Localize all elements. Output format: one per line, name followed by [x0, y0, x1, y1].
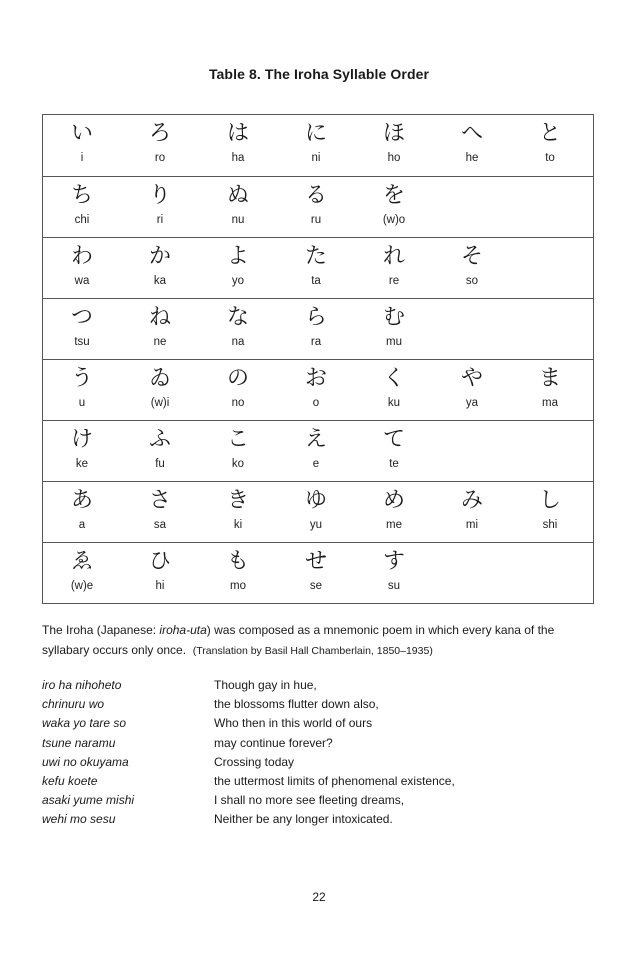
romaji-label: (w)i	[150, 397, 170, 409]
table-row	[43, 237, 593, 298]
note-italic-term: iroha-uta	[159, 623, 207, 637]
syllable-cell	[43, 238, 121, 298]
poem-romanized: uwi no okuyama	[42, 754, 129, 769]
syllable-cell	[511, 299, 589, 359]
romaji-label: ka	[153, 275, 167, 287]
kana-glyph: そ	[460, 244, 483, 269]
romaji-label: o	[312, 397, 320, 409]
poem-line	[42, 676, 598, 695]
syllable-cell	[121, 360, 199, 420]
poem-romanized: tsune naramu	[42, 735, 116, 750]
table-row	[43, 359, 593, 420]
syllable-cell	[277, 543, 355, 603]
syllable-cell	[199, 299, 277, 359]
table-row	[43, 420, 593, 481]
kana-glyph: す	[382, 549, 405, 574]
page-number: 22	[312, 890, 326, 904]
romaji-label: se	[309, 580, 323, 592]
romaji-label: yu	[309, 519, 323, 531]
kana-glyph: ま	[538, 366, 561, 391]
syllable-cell	[277, 115, 355, 176]
kana-glyph: う	[70, 366, 93, 391]
table-row	[43, 115, 593, 176]
syllable-cell	[355, 238, 433, 298]
romaji-label: ta	[311, 275, 321, 287]
syllable-cell	[277, 482, 355, 542]
kana-glyph: の	[226, 366, 249, 391]
syllable-cell	[121, 482, 199, 542]
poem-romanized: iro ha nihoheto	[42, 678, 122, 692]
syllable-cell	[433, 299, 511, 359]
syllable-cell	[199, 482, 277, 542]
syllable-cell	[355, 421, 433, 481]
syllable-cell	[433, 177, 511, 237]
translation-credit: (Translation by Basil Hall Chamberlain, 1850–1935)	[192, 645, 433, 657]
syllable-cell	[355, 299, 433, 359]
poem-line	[42, 695, 598, 714]
kana-glyph: き	[226, 488, 249, 513]
syllable-cell	[199, 115, 277, 176]
kana-glyph: ほ	[382, 121, 405, 146]
kana-glyph: れ	[382, 244, 405, 269]
romaji-label: to	[545, 152, 555, 164]
romaji-label: e	[312, 458, 320, 470]
syllable-cell	[511, 421, 589, 481]
kana-glyph: え	[304, 427, 327, 452]
romaji-label: sa	[153, 519, 167, 531]
romaji-label: su	[387, 580, 401, 592]
table-row	[43, 176, 593, 237]
romaji-label: chi	[74, 214, 90, 226]
syllable-cell	[277, 177, 355, 237]
romaji-label: shi	[542, 519, 558, 531]
kana-glyph: ね	[148, 305, 171, 330]
poem-romanized: waka yo tare so	[42, 716, 127, 731]
poem-translation: Neither be any longer intoxicated.	[214, 812, 393, 827]
kana-glyph: い	[70, 121, 93, 146]
romaji-label: so	[465, 275, 479, 287]
syllable-cell	[355, 115, 433, 176]
syllable-cell	[511, 177, 589, 237]
syllable-cell	[511, 543, 589, 603]
syllable-cell	[43, 360, 121, 420]
kana-glyph: と	[538, 121, 561, 146]
poem-romanized: kefu koete	[42, 773, 98, 788]
kana-glyph: る	[304, 183, 327, 208]
syllable-cell	[355, 482, 433, 542]
romaji-label: ke	[75, 458, 89, 470]
kana-glyph: に	[304, 121, 327, 146]
kana-glyph: め	[382, 488, 405, 513]
kana-glyph: ゐ	[148, 366, 171, 391]
kana-glyph: も	[226, 549, 249, 574]
intro-paragraph	[42, 620, 598, 661]
syllable-cell	[43, 177, 121, 237]
poem-line	[42, 791, 598, 810]
romaji-label: ko	[231, 458, 245, 470]
syllable-cell	[199, 543, 277, 603]
syllable-cell	[277, 238, 355, 298]
kana-glyph: お	[304, 366, 327, 391]
kana-glyph: み	[460, 488, 483, 513]
poem-line	[42, 714, 598, 733]
syllable-cell	[511, 360, 589, 420]
kana-glyph: く	[382, 366, 405, 391]
kana-glyph: つ	[70, 305, 93, 330]
syllable-cell	[433, 421, 511, 481]
kana-glyph: ぬ	[226, 183, 249, 208]
syllable-cell	[199, 238, 277, 298]
syllable-cell	[43, 482, 121, 542]
syllable-cell	[277, 360, 355, 420]
kana-glyph: け	[70, 427, 93, 452]
romaji-label: ho	[387, 152, 401, 164]
syllable-cell	[511, 238, 589, 298]
romaji-label: ya	[465, 397, 479, 409]
syllable-cell	[511, 482, 589, 542]
kana-glyph: し	[538, 488, 561, 513]
romaji-label: (w)e	[70, 580, 94, 592]
kana-glyph: へ	[460, 121, 483, 146]
romaji-label: hi	[155, 580, 165, 592]
romaji-label: ha	[231, 152, 245, 164]
kana-glyph: ひ	[148, 549, 171, 574]
romaji-label: he	[465, 152, 479, 164]
kana-glyph: ち	[70, 183, 93, 208]
romaji-label: a	[78, 519, 86, 531]
romaji-label: fu	[155, 458, 165, 470]
syllable-cell	[43, 421, 121, 481]
romaji-label: i	[80, 152, 84, 164]
syllable-cell	[433, 238, 511, 298]
kana-glyph: せ	[304, 549, 327, 574]
romaji-label: nu	[231, 214, 245, 226]
romaji-label: ri	[156, 214, 164, 226]
syllable-cell	[277, 299, 355, 359]
syllable-cell	[355, 543, 433, 603]
syllable-cell	[355, 177, 433, 237]
romaji-label: mi	[465, 519, 479, 531]
kana-glyph: こ	[226, 427, 249, 452]
syllable-cell	[511, 115, 589, 176]
romaji-label: ni	[311, 152, 321, 164]
kana-glyph: わ	[70, 244, 93, 269]
romaji-label: re	[388, 275, 400, 287]
kana-glyph: ふ	[148, 427, 171, 452]
syllable-cell	[433, 115, 511, 176]
syllable-cell	[121, 421, 199, 481]
kana-glyph: ろ	[148, 121, 171, 146]
romaji-label: mo	[230, 580, 246, 592]
romaji-label: ra	[310, 336, 322, 348]
kana-glyph: よ	[226, 244, 249, 269]
syllable-cell	[199, 360, 277, 420]
syllable-cell	[43, 299, 121, 359]
romaji-label: na	[231, 336, 245, 348]
romaji-label: tsu	[74, 336, 90, 348]
iroha-table	[42, 114, 594, 604]
romaji-label: me	[386, 519, 402, 531]
syllable-cell	[199, 177, 277, 237]
romaji-label: te	[389, 458, 399, 470]
syllable-cell	[121, 115, 199, 176]
syllable-cell	[355, 360, 433, 420]
poem-romanized: wehi mo sesu	[42, 812, 116, 827]
kana-glyph: か	[148, 244, 171, 269]
note-text-before: The Iroha (Japanese:	[42, 623, 160, 637]
kana-glyph: ら	[304, 305, 327, 330]
table-row	[43, 298, 593, 359]
kana-glyph: は	[226, 121, 249, 146]
kana-glyph: た	[304, 244, 327, 269]
kana-glyph: ゑ	[70, 549, 93, 574]
table-row	[43, 542, 593, 603]
syllable-cell	[121, 543, 199, 603]
syllable-cell	[121, 299, 199, 359]
poem-line	[42, 753, 598, 772]
syllable-cell	[43, 543, 121, 603]
romaji-label: ki	[233, 519, 243, 531]
syllable-cell	[433, 360, 511, 420]
kana-glyph: さ	[148, 488, 171, 513]
poem-line	[42, 810, 598, 829]
romaji-label: ro	[154, 152, 166, 164]
kana-glyph: や	[460, 366, 483, 391]
poem-translation: the blossoms flutter down also,	[214, 697, 379, 712]
poem	[42, 676, 598, 830]
romaji-label: ne	[153, 336, 167, 348]
note-text-after: ) was composed as a mnemonic poem in which every kana of the syllabary occurs only once.	[42, 623, 555, 657]
syllable-cell	[121, 177, 199, 237]
kana-glyph: を	[382, 183, 405, 208]
poem-translation: Who then in this world of ours	[214, 716, 373, 731]
poem-translation: Crossing today	[214, 754, 295, 769]
romaji-label: mu	[386, 336, 402, 348]
kana-glyph: む	[382, 305, 405, 330]
table-row	[43, 481, 593, 542]
romaji-label: wa	[74, 275, 90, 287]
poem-romanized: chrinuru wo	[42, 697, 105, 712]
table-title: Table 8. The Iroha Syllable Order	[208, 66, 430, 82]
poem-romanized: asaki yume mishi	[42, 793, 135, 808]
kana-glyph: て	[382, 427, 405, 452]
romaji-label: ku	[387, 397, 401, 409]
poem-translation: Though gay in hue,	[214, 678, 317, 692]
poem-line	[42, 772, 598, 791]
romaji-label: no	[231, 397, 245, 409]
poem-translation: may continue forever?	[214, 735, 333, 750]
romaji-label: u	[78, 397, 86, 409]
syllable-cell	[433, 482, 511, 542]
romaji-label: yo	[231, 275, 245, 287]
poem-translation: the uttermost limits of phenomenal existence,	[214, 773, 455, 788]
syllable-cell	[199, 421, 277, 481]
romaji-label: ru	[310, 214, 322, 226]
kana-glyph: り	[148, 183, 171, 208]
kana-glyph: あ	[70, 488, 93, 513]
syllable-cell	[433, 543, 511, 603]
syllable-cell	[43, 115, 121, 176]
syllable-cell	[121, 238, 199, 298]
poem-translation: I shall no more see fleeting dreams,	[214, 793, 405, 808]
kana-glyph: な	[226, 305, 249, 330]
poem-line	[42, 734, 598, 753]
kana-glyph: ゆ	[304, 488, 327, 513]
syllable-cell	[277, 421, 355, 481]
romaji-label: (w)o	[382, 214, 406, 226]
romaji-label: ma	[542, 397, 558, 409]
